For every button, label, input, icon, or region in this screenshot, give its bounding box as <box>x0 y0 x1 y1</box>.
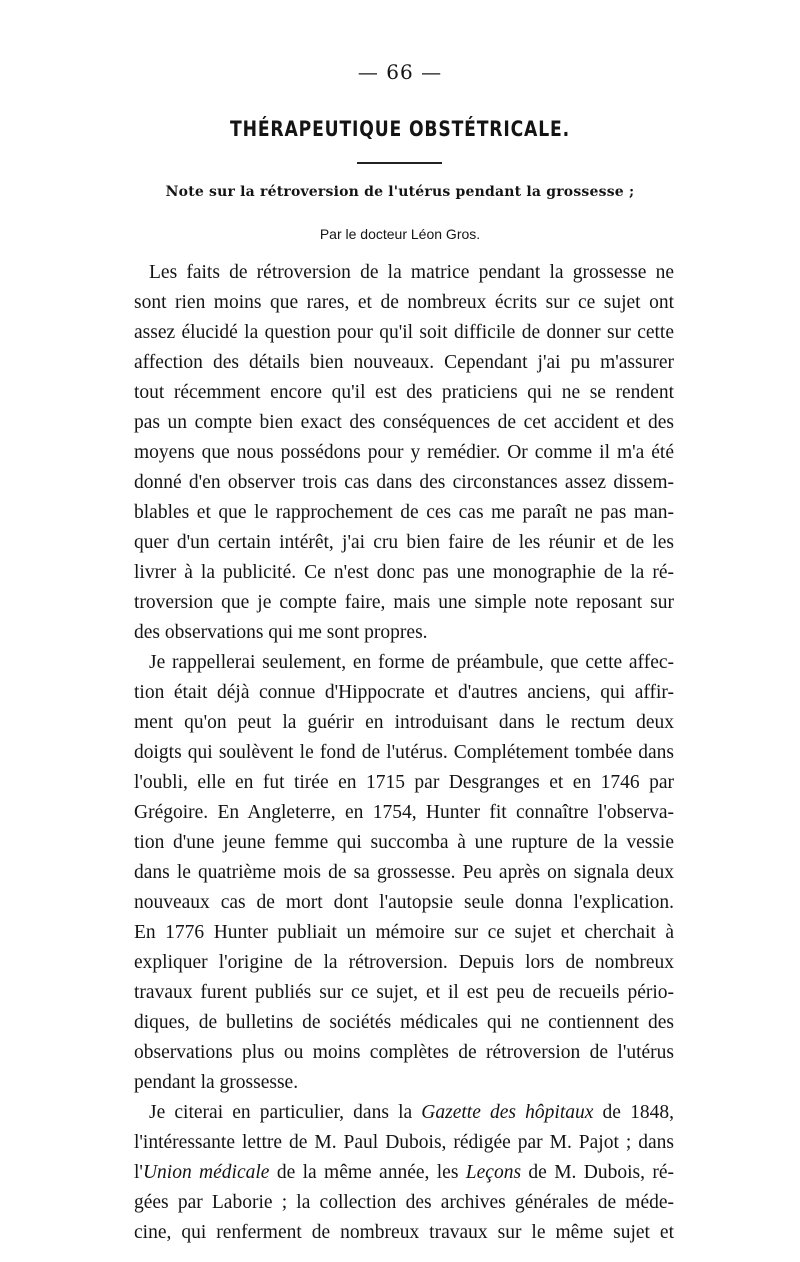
text-line <box>134 1158 674 1188</box>
text-line: dans le quatrième mois de sa grossesse. Peu après on signala deux <box>134 862 674 883</box>
text-line: diques, de bulletins de sociétés médicales qui ne contiennent des <box>134 1012 674 1033</box>
work-title: Leçons <box>465 1162 522 1183</box>
text-line: sont rien moins que rares, et de nombreux écrits sur ce sujet ont <box>134 292 674 313</box>
text-line: nouveaux cas de mort dont l'autopsie seule donna l'explication. <box>134 892 674 913</box>
text-line: livrer à la publicité. Ce n'est donc pas une monographie de la ré- <box>134 562 674 583</box>
text-run: Je citerai en particulier, dans la <box>149 1102 422 1123</box>
text-line: moyens que nous possédons pour y remédier. Or comme il m'a été <box>134 442 674 463</box>
text-line: En 1776 Hunter publiait un mémoire sur ce sujet et cherchait à <box>134 922 674 943</box>
text-line: affection des détails bien nouveaux. Cependant j'ai pu m'assurer <box>134 352 674 373</box>
journal-title: Gazette des hôpitaux <box>421 1102 594 1123</box>
text-line: Je rappellerai seulement, en forme de préambule, que cette affec- <box>149 652 674 673</box>
text-line: travaux furent publiés sur ce sujet, et il est peu de recueils pério- <box>134 982 674 1003</box>
text-line: tion était déjà connue d'Hippocrate et d'autres anciens, qui affir- <box>134 682 674 703</box>
text-line: des observations qui me sont propres. <box>134 622 428 643</box>
text-line: donné d'en observer trois cas dans des circonstances assez dissem- <box>134 472 674 493</box>
text-line: Grégoire. En Angleterre, en 1754, Hunter fit connaître l'observa- <box>134 802 674 823</box>
text-line: l'oubli, elle en fut tirée en 1715 par Desgranges et en 1746 par <box>134 772 674 793</box>
journal-title: Union médicale <box>142 1162 270 1183</box>
text-line: observations plus ou moins complètes de rétroversion de l'utérus <box>134 1042 674 1063</box>
text-line: ment qu'on peut la guérir en introduisant dans le rectum deux <box>134 712 674 733</box>
title-divider <box>357 162 442 164</box>
page-number: — 66 — <box>357 60 443 84</box>
text-line: blables et que le rapprochement de ces cas me paraît ne pas man- <box>134 502 674 523</box>
section-title: THÉRAPEUTIQUE OBSTÉTRICALE. <box>230 117 570 141</box>
text-line: tout récemment encore qu'il est des praticiens qui ne se rendent <box>134 382 674 403</box>
text-line: Les faits de rétroversion de la matrice pendant la grossesse ne <box>149 262 674 283</box>
text-line: pas un compte bien exact des conséquences de cet accident et des <box>134 412 674 433</box>
text-line: quer d'un certain intérêt, j'ai cru bien faire de les réunir et de les <box>134 532 674 553</box>
text-line: pendant la grossesse. <box>134 1072 299 1093</box>
text-run: de M. Dubois, ré- <box>521 1162 674 1183</box>
text-line: tion d'une jeune femme qui succomba à une rupture de la vessie <box>134 832 674 853</box>
text-line: expliquer l'origine de la rétroversion. Depuis lors de nombreux <box>134 952 674 973</box>
body-text <box>134 258 674 1248</box>
text-run: de 1848, <box>593 1102 674 1123</box>
text-line: gées par Laborie ; la collection des archives générales de méde- <box>134 1192 674 1213</box>
note-title: Note sur la rétroversion de l'utérus pendant la grossesse ; <box>165 184 635 200</box>
text-line: doigts qui soulèvent le fond de l'utérus. Complétement tombée dans <box>134 742 674 763</box>
text-line: cine, qui renferment de nombreux travaux sur le même sujet et <box>134 1222 674 1243</box>
text-line: assez élucidé la question pour qu'il soit difficile de donner sur cette <box>134 322 674 343</box>
text-line: troversion que je compte faire, mais une simple note reposant sur <box>134 592 674 613</box>
text-line: l'intéressante lettre de M. Paul Dubois, rédigée par M. Pajot ; dans <box>134 1132 674 1153</box>
author-line: Par le docteur Léon Gros. <box>319 226 481 242</box>
text-line <box>134 1098 674 1128</box>
text-run: l' <box>134 1162 143 1183</box>
text-run: de la même année, les <box>269 1162 466 1183</box>
